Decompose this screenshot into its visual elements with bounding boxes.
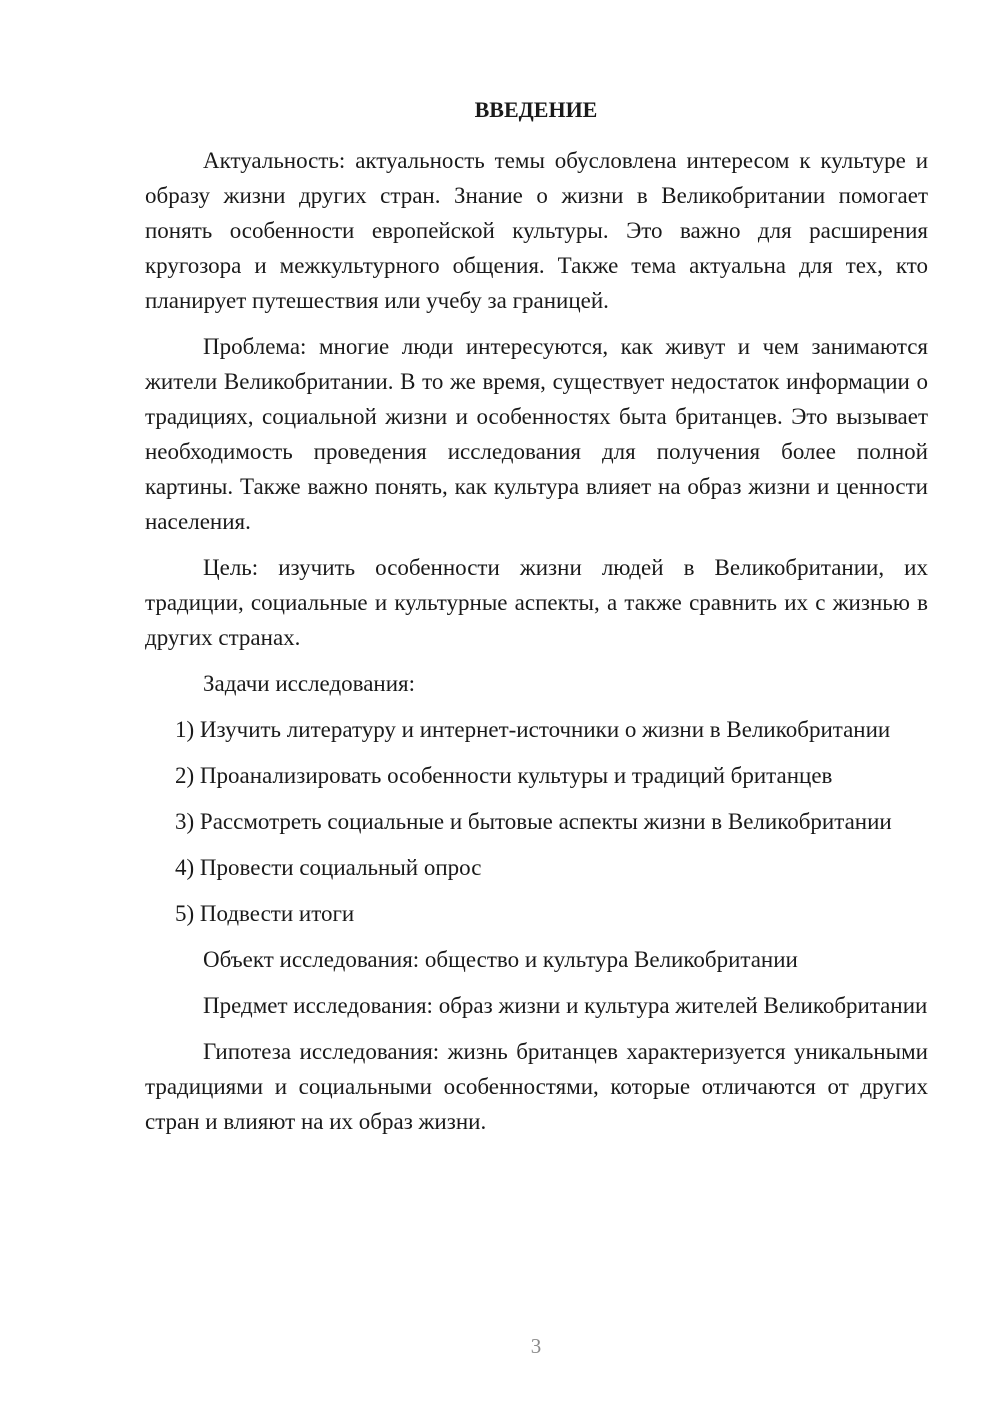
paragraph-goal: Цель: изучить особенности жизни людей в Великобритании, их традиции, социальные и культурные аспекты, а также сравнить их с жизнью в других странах. — [145, 555, 928, 650]
paragraph-relevance: Актуальность: актуальность темы обусловлена интересом к культуре и образу жизни других стран. Знание о жизни в Великобритании помогает понять особенности европейской культуры. Это важно для расширения кругозора и межкультурного общения. Также тема актуальна для тех, кто планирует путешествия или учебу за границей. — [145, 148, 928, 313]
paragraph-object: Объект исследования: общество и культура Великобритании — [203, 947, 798, 972]
paragraph-hypothesis: Гипотеза исследования: жизнь британцев характеризуется уникальными традициями и социальными особенностями, которые отличаются от других стран и влияют на их образ жизни. — [145, 1039, 928, 1134]
paragraph-subject: Предмет исследования: образ жизни и культура жителей Великобритании — [203, 993, 928, 1018]
document-body — [145, 143, 928, 1139]
paragraph-tasks-heading: Задачи исследования: — [203, 671, 416, 696]
task-item-4: 4) Провести социальный опрос — [175, 855, 482, 880]
page-title: ВВЕДЕНИЕ — [474, 97, 598, 122]
task-item-1: 1) Изучить литературу и интернет-источники о жизни в Великобритании — [175, 717, 891, 742]
task-item-3: 3) Рассмотреть социальные и бытовые аспекты жизни в Великобритании — [175, 809, 892, 834]
task-item-5: 5) Подвести итоги — [175, 901, 355, 926]
task-item-2: 2) Проанализировать особенности культуры и традиций британцев — [175, 763, 833, 788]
paragraph-problem: Проблема: многие люди интересуются, как живут и чем занимаются жители Великобритании. В то же время, существует недостаток информации о традициях, социальной жизни и особенностях быта британцев. Это вызывает необходимость проведения исследования для получения более полной картины. Также важно понять, как культура влияет на образ жизни и ценности населения. — [145, 334, 928, 534]
page-number: 3 — [530, 1334, 542, 1358]
